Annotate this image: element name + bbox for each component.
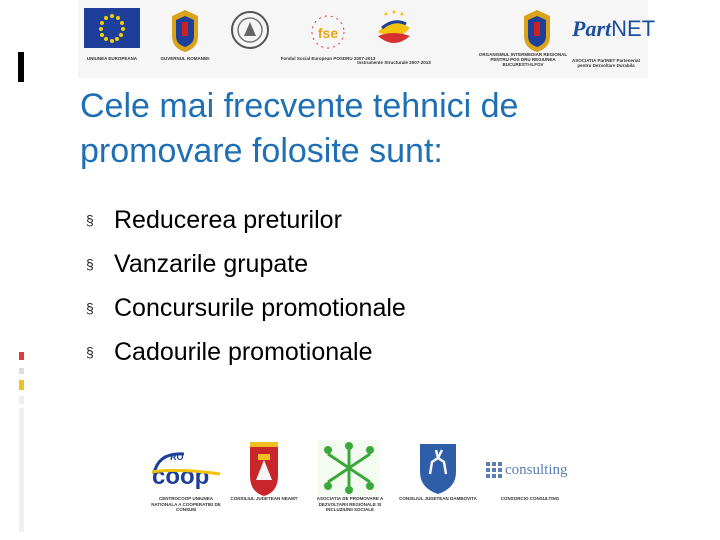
centrocoop-logo: [148, 444, 224, 494]
ministry-seal-logo: [230, 10, 270, 50]
fse-logo: [306, 12, 350, 52]
adr-caption: ASOCIATIA DE PROMOVARE A DEZVOLTARII REGIONALE SI INCLUZIUNII SOCIALE: [316, 496, 384, 512]
eu-flag-logo: [84, 8, 140, 54]
centrocoop-caption: CENTROCOOP UNIUNEA NATIONALA A COOPERATIEI DE CONSUM: [151, 496, 221, 512]
neamt-coat-of-arms-logo: [248, 440, 280, 496]
consulting-logo: [486, 458, 580, 482]
consulting-text: consulting: [505, 461, 568, 478]
consulting-grid-icon: [486, 462, 502, 478]
fse-text: fse: [317, 25, 339, 41]
bullet-marker: §: [86, 344, 94, 360]
structural-caption: Instrumente Structurale 2007-2013: [357, 60, 431, 65]
partnet-caption: ASOCIATIA PartNET Parteneriat pentru Dezvoltare Durabila: [571, 58, 640, 68]
structural-instruments-logo: [372, 8, 416, 54]
bullet-item: [86, 242, 406, 286]
oir-caption: ORGANISMUL INTERMEDIAR REGIONAL PENTRU POS DRU REGIUNEA BUCURESTI-ILFOV: [478, 52, 568, 67]
consulting-caption: CONSORCIO CONSULTING: [500, 496, 560, 501]
bullet-text: Vanzarile grupate: [114, 249, 309, 278]
left-decor-dots: [19, 352, 24, 532]
bottom-logo-banner: [140, 436, 580, 536]
partnet-net: NET: [611, 16, 656, 41]
top-logo-banner: [78, 0, 656, 78]
bullet-text: Reducerea preturilor: [114, 205, 342, 234]
bullet-text: Concursurile promotionale: [114, 293, 406, 322]
fse-caption: Fondul Social European POSDRU 2007-2013: [280, 56, 376, 61]
bullet-item: [86, 286, 406, 330]
slide-title: Cele mai frecvente tehnici de promovare folosite sunt:: [80, 87, 519, 170]
neamt-caption: CONSILIUL JUDETEAN NEAMT: [230, 496, 298, 501]
left-decor-bar: [18, 52, 24, 82]
government-caption: GUVERNUL ROMANIEI: [160, 56, 210, 61]
dambovita-caption: CONSILIUL JUDETEAN DAMBOVITA: [399, 496, 477, 501]
bullet-text: Cadourile promotionale: [114, 337, 373, 366]
partnet-part: Part: [572, 16, 612, 41]
bullet-marker: §: [86, 300, 94, 316]
coop-ro-text: RO: [170, 452, 184, 462]
bullet-item: [86, 198, 406, 242]
coop-text: coop: [152, 463, 210, 490]
bullet-item: [86, 330, 406, 374]
adr-association-logo: [318, 440, 380, 496]
bullet-list: [86, 198, 406, 374]
romania-coat-of-arms-logo: [170, 8, 200, 52]
partnet-logo: [572, 16, 655, 42]
oir-coat-of-arms-logo: [522, 8, 552, 52]
eu-caption: UNIUNEA EUROPEANA: [86, 56, 138, 61]
bullet-marker: §: [86, 256, 94, 272]
bullet-marker: §: [86, 212, 94, 228]
dambovita-coat-of-arms-logo: [418, 440, 458, 494]
